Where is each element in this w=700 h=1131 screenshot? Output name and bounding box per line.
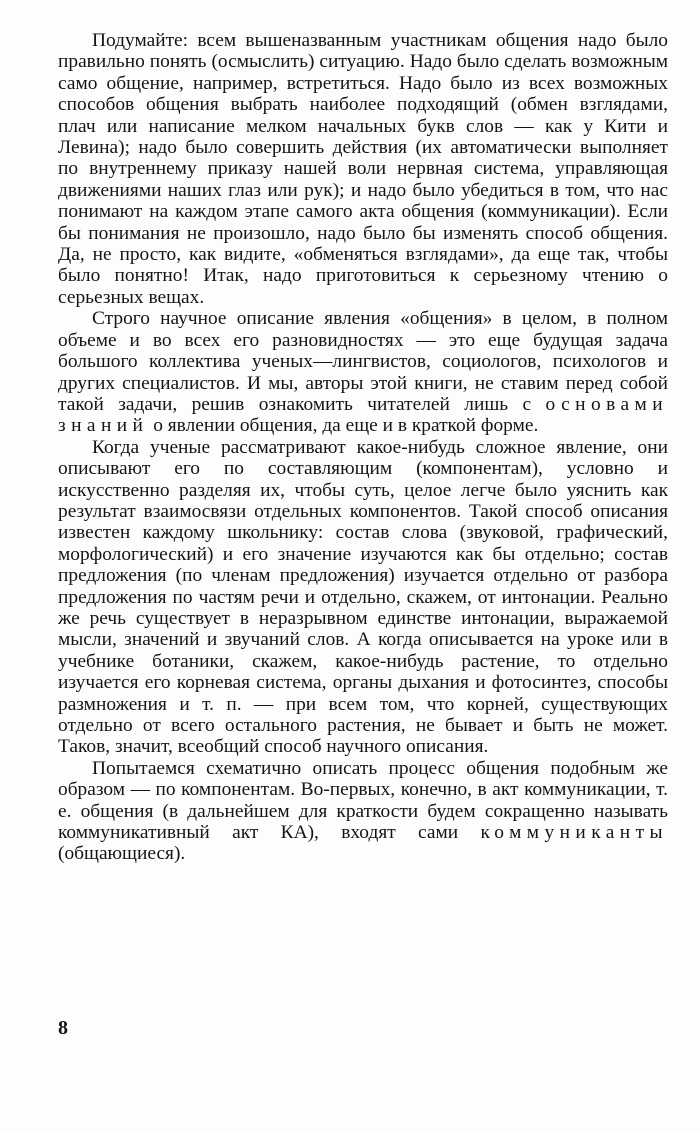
spaced-emphasis-text: коммуниканты	[480, 822, 668, 844]
paragraph-communication-components	[58, 758, 668, 865]
paragraph-components-method	[58, 437, 668, 758]
paragraph-understanding-situation	[58, 30, 668, 308]
paragraph-text: (общающиеся).	[58, 843, 186, 865]
paragraph-scientific-description	[58, 308, 668, 436]
page-body-text	[58, 30, 668, 865]
paragraph-text: о явлении общения, да еще и в краткой форме.	[148, 415, 539, 437]
spaced-emphasis-text: основами знаний	[58, 393, 668, 437]
paragraph-text: Попытаемся схематично описать процесс общения подобным же образом — по компонентам. Во-первых, конечно, в акт коммуникации, т. е. общения (в дальнейшем для краткости будем сокращенно называть коммуникативный акт КА), входят сами	[58, 757, 668, 844]
paragraph-text: Строго научное описание явления «общения» в целом, в полном объеме и во всех его разновидностях — это еще будущая задача большого коллектива ученых—лингвистов, социологов, психологов и других специалистов. И мы, авторы этой книги, не ставим перед собой такой задачи, решив ознакомить читателей лишь с	[58, 308, 668, 415]
paragraph-text: Когда ученые рассматривают какое-нибудь сложное явление, они описывают его по составляющим (компонентам), условно и искусственно разделяя их, чтобы суть, целое легче было уяснить как результат взаимосвязи отдельных компонентов. Такой способ описания известен каждому школьнику: состав слова (звуковой, графический, морфологический) и его значение изучаются как бы отдельно; состав предложения (по членам предложения) изучается отдельно от разбора предложения по частям речи и отдельно, скажем, от интонации. Реально же речь существует в неразрывном единстве интонации, выражаемой мысли, значений и звучаний слов. А когда описывается на уроке или в учебнике ботаники, скажем, какое-нибудь растение, то отдельно изучается его корневая система, органы дыхания и фотосинтез, способы размножения и т. п. — при всем том, что корней, существующих отдельно от всего остального растения, не бывает и быть не может. Таков, значит, всеобщий способ научного описания.	[58, 436, 668, 758]
paragraph-text: Подумайте: всем вышеназванным участникам общения надо было правильно понять (осмыслить) ситуацию. Надо было сделать возможным само общение, например, встретиться. Надо было из всех возможных способов общения выбрать наиболее подходящий (обмен взглядами, плач или написание мелком начальных букв слов — как у Кити и Левина); надо было совершить действия (их автоматически выполняет по внутреннему приказу нашей воли нервная система, управляющая движениями наших глаз или рук); и надо было убедиться в том, что нас понимают на каждом этапе самого акта общения (коммуникации). Если бы понимания не произошло, надо было бы изменять способ общения. Да, не просто, как видите, «обменяться взглядами», да еще так, чтобы было понятно! Итак, надо приготовиться к серьезному чтению о серьезных вещах.	[58, 30, 668, 308]
page-number: 8	[58, 1017, 68, 1039]
